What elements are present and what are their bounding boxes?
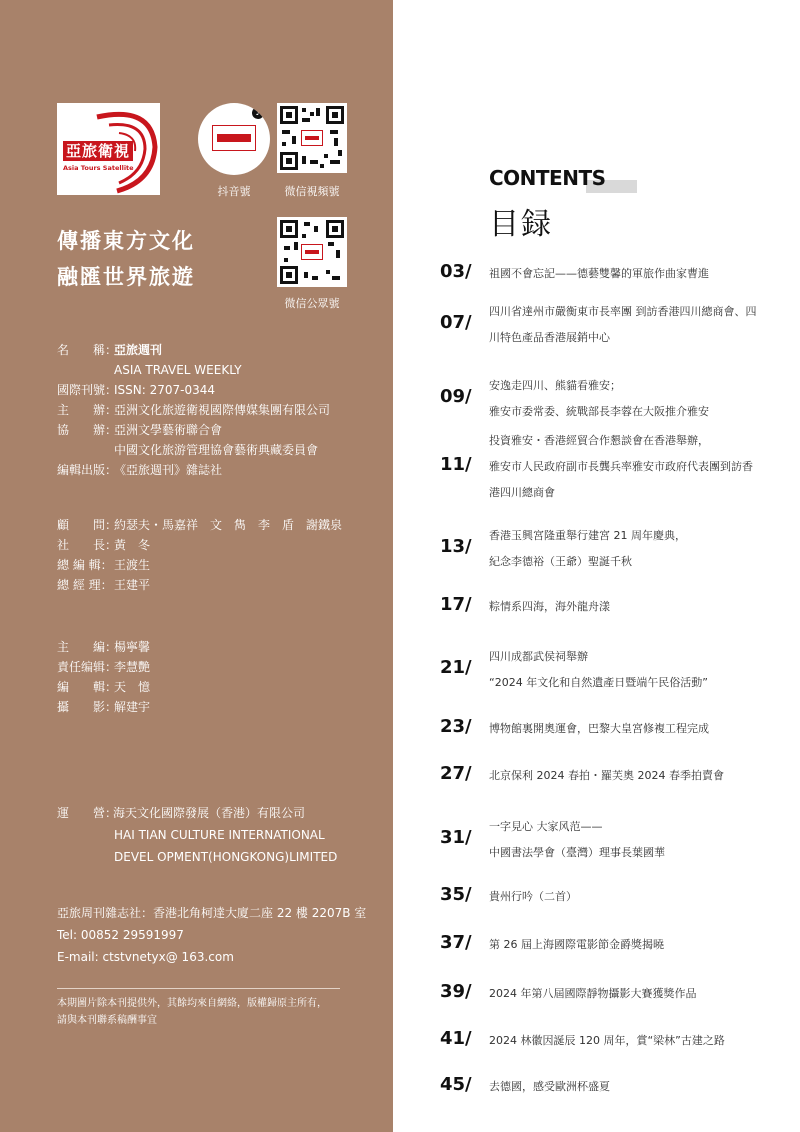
contents-item-title: 中國書法學會（臺灣）理事長葉國華 — [489, 846, 665, 859]
page-number: 21/ — [440, 657, 472, 678]
wechat-public-qr-code — [277, 217, 347, 287]
contents-item-title: 四川成都武侯祠舉辦 — [489, 650, 588, 663]
contents-item-title: 去德國，感受歐洲杯盛夏 — [489, 1080, 610, 1093]
operator-info — [57, 802, 337, 868]
name-value: 亞旅週刊 — [114, 343, 163, 357]
publisher-label: 編輯出版： — [57, 463, 118, 477]
page-number: 03/ — [440, 261, 472, 282]
address: 亞旅周刊雜志社：香港北角柯達大廈二座 22 樓 2207B 室 — [57, 906, 367, 920]
contents-item-title: 紀念李德裕（王爺）聖誕千秋 — [489, 555, 632, 568]
page-number: 13/ — [440, 536, 472, 557]
douyin-brand-mark — [212, 125, 256, 151]
operator-label: 運 營： — [57, 806, 118, 820]
page-number: 37/ — [440, 932, 472, 953]
asia-tours-satellite-logo — [57, 103, 160, 195]
staff-row: 攝 影：解建宇 — [57, 700, 151, 714]
page-number: 39/ — [440, 981, 472, 1002]
page-number: 23/ — [440, 716, 472, 737]
page-number: 35/ — [440, 884, 472, 905]
contents-item-title: 北京保利 2024 春拍・羅芙奧 2024 春季拍賣會 — [489, 769, 724, 782]
footnote-divider — [57, 988, 340, 989]
wechat-video-caption: 微信視頻號 — [284, 185, 340, 198]
email: E-mail: ctstvnetyx@ 163.com — [57, 950, 234, 964]
co-host-value-2: 中國文化旅游管理協會藝術典藏委員會 — [114, 443, 319, 457]
contents-item-title: 博物館裏開奧運會，巴黎大皇宮修複工程完成 — [489, 722, 709, 735]
publisher-value: 《亞旅週刊》雜誌社 — [114, 463, 223, 477]
operator-en-2: DEVEL OPMENT(HONGKONG)LIMITED — [114, 850, 338, 864]
host-label: 主 辦： — [57, 403, 118, 417]
logo-text-cn: 亞旅衛視 — [63, 141, 133, 161]
page-number: 09/ — [440, 386, 472, 407]
contents-title-cn: 目録 — [489, 207, 553, 242]
page-number: 31/ — [440, 827, 472, 848]
staff-row: 主 編：楊寧馨 — [57, 640, 151, 654]
operator-value: 海天文化國際發展（香港）有限公司 — [113, 806, 306, 820]
staff-group-1 — [57, 515, 342, 595]
co-host-label: 協 辦： — [57, 423, 118, 437]
contents-item-title: 川特色產品香港展銷中心 — [489, 331, 610, 344]
staff-row: 總 編 輯：王渡生 — [57, 558, 151, 572]
contents-item-title: 四川省達州市嚴衡東市長率團 到訪香港四川總商會、四 — [489, 305, 757, 318]
contents-item-title: 2024 林徽因誕辰 120 周年，賞“梁林”古建之路 — [489, 1034, 725, 1047]
contents-item-title: 2024 年第八屆國際靜物攝影大賽獲獎作品 — [489, 987, 697, 1000]
wechat-video-qr-code — [277, 103, 347, 173]
logo-text-en: Asia Tours Satellite — [63, 164, 134, 172]
contact-info — [57, 902, 366, 968]
co-host-value-1: 亞洲文學藝術聯合會 — [114, 423, 223, 437]
contents-item-title: 投資雅安・香港經貿合作懇談會在香港舉辦， — [489, 434, 709, 447]
contents-item-title: 香港玉興宮隆重舉行建宮 21 周年慶典， — [489, 529, 686, 542]
slogan-line-1: 傳播東方文化 — [57, 229, 195, 253]
page-number: 11/ — [440, 454, 472, 475]
wechat-public-caption: 微信公眾號 — [284, 297, 340, 310]
staff-row: 總 經 理：王建平 — [57, 578, 151, 592]
contents-item-title: 雅安市委常委、統戰部長李蓉在大阪推介雅安 — [489, 405, 709, 418]
contents-item-title: 港四川總商會 — [489, 486, 555, 499]
douyin-note-icon: ♪ — [252, 107, 264, 119]
douyin-qr-code — [198, 103, 270, 175]
contents-item-title: 祖國不會忘記——德藝雙馨的軍旅作曲家曹進 — [489, 267, 709, 280]
operator-en-1: HAI TIAN CULTURE INTERNATIONAL — [114, 828, 325, 842]
slogan-line-2: 融匯世界旅遊 — [57, 265, 195, 289]
name-en: ASIA TRAVEL WEEKLY — [114, 363, 242, 377]
contents-item-title: “2024 年文化和自然遺產日暨端午民俗活動” — [489, 676, 708, 689]
masthead-panel — [0, 0, 393, 1132]
masthead-info — [57, 340, 330, 480]
page-number: 27/ — [440, 763, 472, 784]
issn-label: 國際刊號： — [57, 383, 118, 397]
contents-title-en: CONTENTS — [489, 166, 606, 190]
page-number: 07/ — [440, 312, 472, 333]
contents-item-title: 雅安市人民政府副市長龔兵率雅安市政府代表團到訪香 — [489, 460, 753, 473]
contents-item-title: 貴州行吟（二首） — [489, 890, 577, 903]
contents-item-title: 粽情系四海，海外龍舟漾 — [489, 600, 610, 613]
contents-item-title: 安逸走四川、熊貓看雅安； — [489, 379, 621, 392]
staff-row: 責任编辑：李慧艷 — [57, 660, 151, 674]
page-number: 17/ — [440, 594, 472, 615]
staff-group-2 — [57, 637, 150, 717]
issn-value: ISSN: 2707-0344 — [114, 383, 216, 397]
contents-item-title: 一字見心 大家风范—— — [489, 820, 603, 833]
staff-row: 社 長：黃 冬 — [57, 538, 151, 552]
staff-row: 顧 問：約瑟夫・馬嘉祥 文 雋 李 盾 謝鐵泉 — [57, 518, 343, 532]
douyin-caption: 抖音號 — [217, 185, 251, 198]
telephone: Tel: 00852 29591997 — [57, 928, 184, 942]
page-number: 45/ — [440, 1074, 472, 1095]
copyright-note: 本期圖片除本刊提供外，其餘均來自網絡，版權歸原主所有， 請與本刊聯系稿酬事宜 — [57, 998, 327, 1026]
page-number: 41/ — [440, 1028, 472, 1049]
host-value: 亞洲文化旅遊衛視國際傳媒集團有限公司 — [114, 403, 331, 417]
contents-item-title: 第 26 屆上海國際電影節金爵獎揭曉 — [489, 938, 664, 951]
name-label: 名 稱： — [57, 343, 118, 357]
contents-panel — [393, 0, 800, 1132]
staff-row: 編 輯：天 憶 — [57, 680, 151, 694]
